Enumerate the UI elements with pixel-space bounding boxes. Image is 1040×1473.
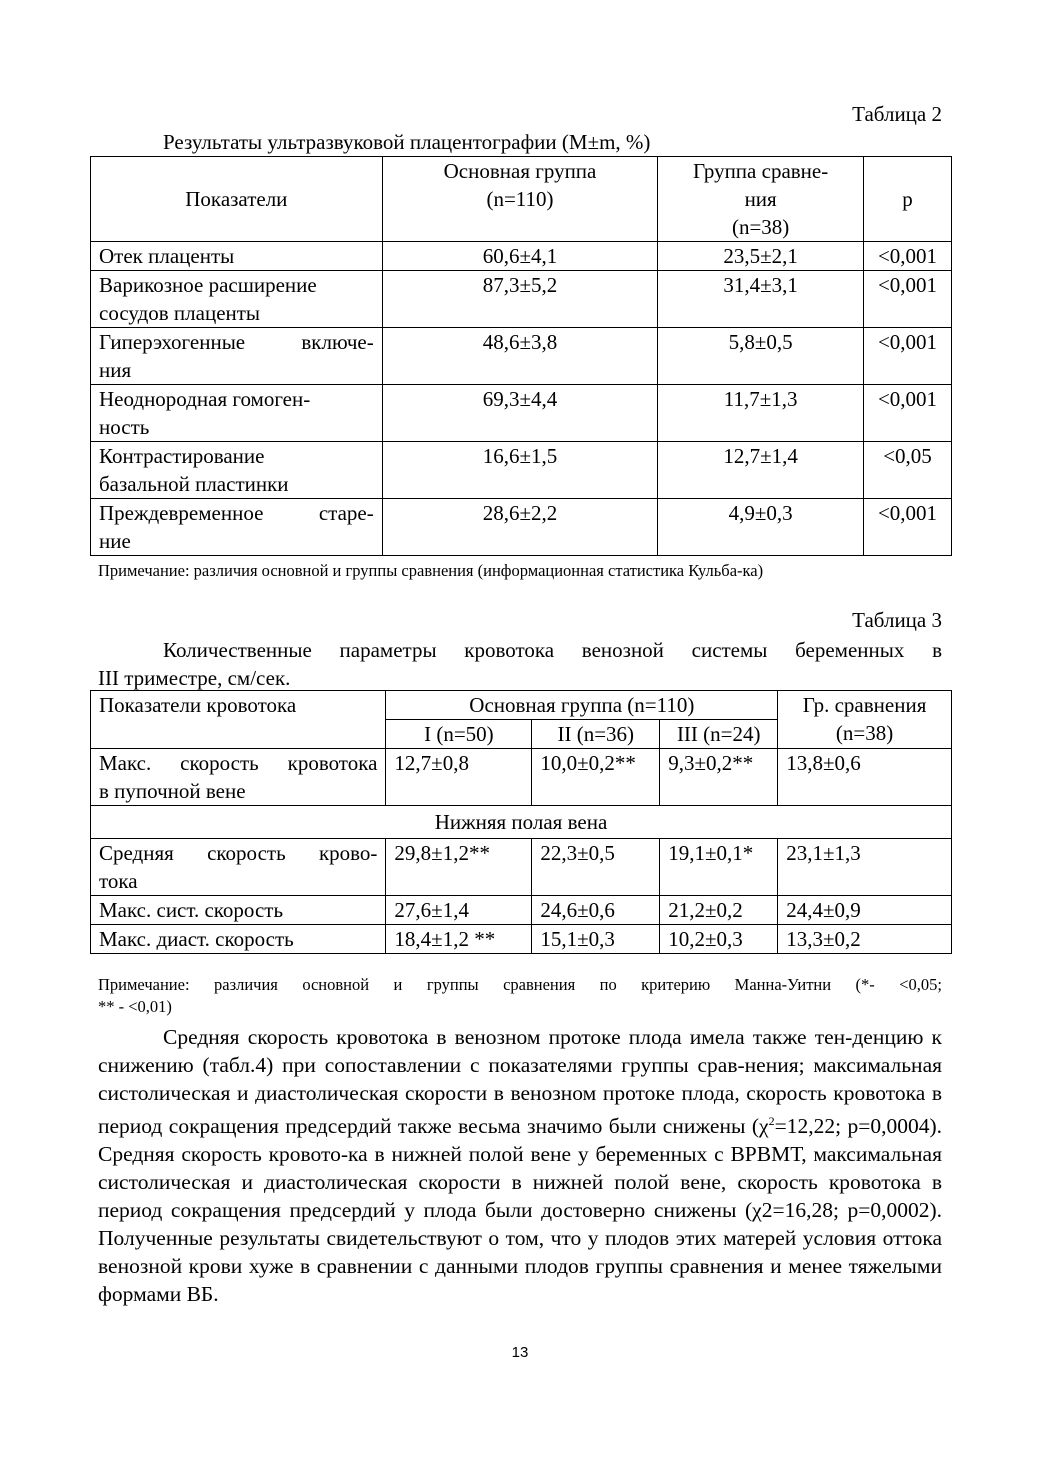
paragraph-part2: =12,22; p=0,0004). Средняя скорость кровото-ка в нижней полой вене у беременных с ВРВМТ, максимальная систолическая и диастолическая скорости в нижней полой вене, скорость кровотока в период сокращения предсердий у плода были достоверно снижены (χ2=16,28; p=0,0002). Полученные результаты свидетельствуют о том, что у плодов этих матерей условия оттока венозной крови хуже в сравнении с данными плодов группы сравнения и менее тяжелыми формами ВБ. xyxy=(98,1114,942,1307)
table2-number: Таблица 2 xyxy=(852,102,942,126)
paragraph-superscript: 2 xyxy=(768,1114,775,1128)
row-indicator: Отек плаценты xyxy=(91,242,383,271)
row-indicator xyxy=(91,442,383,499)
row-main: 69,3±4,4 xyxy=(382,385,658,442)
row-g3: 19,1±0,1* xyxy=(660,839,778,896)
header-comp-l3: (n=38) xyxy=(731,215,790,239)
row-indicator-l1: Средняя скорость крово- xyxy=(99,841,378,865)
page-number: 13 xyxy=(511,1344,529,1361)
row-main: 60,6±4,1 xyxy=(382,242,658,271)
row-g1: 12,7±0,8 xyxy=(386,749,532,806)
row-indicator-l2: сосудов плаценты xyxy=(99,301,261,325)
row-indicator-l2: ние xyxy=(99,529,131,553)
row-indicator-l1: Варикозное расширение xyxy=(99,273,317,297)
header-group-2: II (n=36) xyxy=(532,720,660,749)
row-comp: 4,9±0,3 xyxy=(658,499,864,556)
header-comp-l2: (n=38) xyxy=(835,721,894,745)
table-row xyxy=(91,925,952,954)
row-g3: 9,3±0,2** xyxy=(660,749,778,806)
header-main-group xyxy=(382,157,658,242)
row-indicator-l1: Преждевременное старе- xyxy=(99,501,374,525)
row-p: <0,001 xyxy=(864,328,952,385)
table-row xyxy=(91,839,952,896)
table-section-row xyxy=(91,806,952,839)
header-indicator: Показатели xyxy=(91,157,383,242)
row-comp: 11,7±1,3 xyxy=(658,385,864,442)
row-indicator: Макс. сист. скорость xyxy=(91,896,386,925)
row-indicator xyxy=(91,385,383,442)
row-g1: 18,4±1,2 ** xyxy=(386,925,532,954)
row-comp: 24,4±0,9 xyxy=(778,896,952,925)
row-indicator: Макс. диаст. скорость xyxy=(91,925,386,954)
row-g2: 15,1±0,3 xyxy=(532,925,660,954)
table2-note: Примечание: различия основной и группы сравнения (информационная статистика Кульба-ка) xyxy=(98,561,764,580)
row-indicator-l2: ность xyxy=(99,415,150,439)
row-comp: 31,4±3,1 xyxy=(658,271,864,328)
row-g3: 21,2±0,2 xyxy=(660,896,778,925)
table3-note xyxy=(98,974,942,1018)
row-comp: 13,8±0,6 xyxy=(778,749,952,806)
body-paragraph xyxy=(98,1023,942,1308)
row-comp: 23,1±1,3 xyxy=(778,839,952,896)
table2-caption: Результаты ультразвуковой плацентографии (M±m, %) xyxy=(163,130,651,154)
row-p: <0,001 xyxy=(864,242,952,271)
table3-number: Таблица 3 xyxy=(852,608,942,632)
row-comp: 12,7±1,4 xyxy=(658,442,864,499)
table2 xyxy=(90,156,952,556)
row-g3: 10,2±0,3 xyxy=(660,925,778,954)
paragraph-part1: Средняя скорость кровотока в венозном протоке плода имела также тен-денцию к снижению (табл.4) при сопоставлении с показателями группы срав-нения; максимальная систолическая и диастолическая скорости в венозном протоке плода, скорость кровотока в период сокращения предсердий также весьма значимо были снижены (χ xyxy=(98,1025,942,1139)
row-main: 48,6±3,8 xyxy=(382,328,658,385)
section-ivc: Нижняя полая вена xyxy=(91,806,952,839)
row-indicator-l2: тока xyxy=(99,869,138,893)
table-row xyxy=(91,242,952,271)
table-row xyxy=(91,328,952,385)
row-comp: 13,3±0,2 xyxy=(778,925,952,954)
row-indicator-l2: в пупочной вене xyxy=(99,779,246,803)
header-main-l2: (n=110) xyxy=(486,187,554,211)
table-row xyxy=(91,271,952,328)
row-indicator xyxy=(91,499,383,556)
header-comparison-group xyxy=(658,157,864,242)
header-comparison-group xyxy=(778,691,952,749)
row-comp: 23,5±2,1 xyxy=(658,242,864,271)
table3-caption-l2: III триместре, см/сек. xyxy=(98,666,291,690)
table3-note-l2: ** - <0,01) xyxy=(98,997,172,1016)
row-indicator xyxy=(91,328,383,385)
table3 xyxy=(90,690,952,954)
row-p: <0,001 xyxy=(864,499,952,556)
row-indicator-l1: Макс. скорость кровотока xyxy=(99,751,378,775)
header-group-3: III (n=24) xyxy=(660,720,778,749)
table-row xyxy=(91,385,952,442)
row-g2: 10,0±0,2** xyxy=(532,749,660,806)
row-indicator-l1: Гиперэхогенные включе- xyxy=(99,330,374,354)
row-indicator xyxy=(91,839,386,896)
row-main: 87,3±5,2 xyxy=(382,271,658,328)
row-g1: 29,8±1,2** xyxy=(386,839,532,896)
row-g1: 27,6±1,4 xyxy=(386,896,532,925)
row-p: <0,001 xyxy=(864,271,952,328)
row-p: <0,001 xyxy=(864,385,952,442)
table-row xyxy=(91,896,952,925)
row-indicator xyxy=(91,749,386,806)
row-indicator-l1: Контрастирование xyxy=(99,444,265,468)
row-indicator-l2: базальной пластинки xyxy=(99,472,289,496)
row-g2: 22,3±0,5 xyxy=(532,839,660,896)
table-header-row xyxy=(91,691,952,720)
row-g2: 24,6±0,6 xyxy=(532,896,660,925)
row-comp: 5,8±0,5 xyxy=(658,328,864,385)
table-header-row xyxy=(91,157,952,242)
header-comp-l1: Группа сравне- xyxy=(693,159,829,183)
row-indicator-l1: Неоднородная гомоген- xyxy=(99,387,311,411)
header-main-group: Основная группа (n=110) xyxy=(386,691,778,720)
row-indicator-l2: ния xyxy=(99,358,132,382)
table-row xyxy=(91,442,952,499)
table3-caption-l1: Количественные параметры кровотока венозной системы беременных в xyxy=(163,638,942,662)
header-comp-l1: Гр. сравнения xyxy=(802,693,927,717)
row-indicator xyxy=(91,271,383,328)
table-row xyxy=(91,499,952,556)
header-group-1: I (n=50) xyxy=(386,720,532,749)
table3-caption xyxy=(98,636,942,692)
row-p: <0,05 xyxy=(864,442,952,499)
table3-note-l1: Примечание: различия основной и группы сравнения по критерию Манна-Уитни (*- <0,05; xyxy=(98,975,942,994)
table-row xyxy=(91,749,952,806)
header-p: p xyxy=(864,157,952,242)
row-main: 16,6±1,5 xyxy=(382,442,658,499)
header-indicator: Показатели кровотока xyxy=(91,691,386,749)
row-main: 28,6±2,2 xyxy=(382,499,658,556)
header-main-l1: Основная группа xyxy=(443,159,597,183)
header-comp-l2: ния xyxy=(744,187,777,211)
